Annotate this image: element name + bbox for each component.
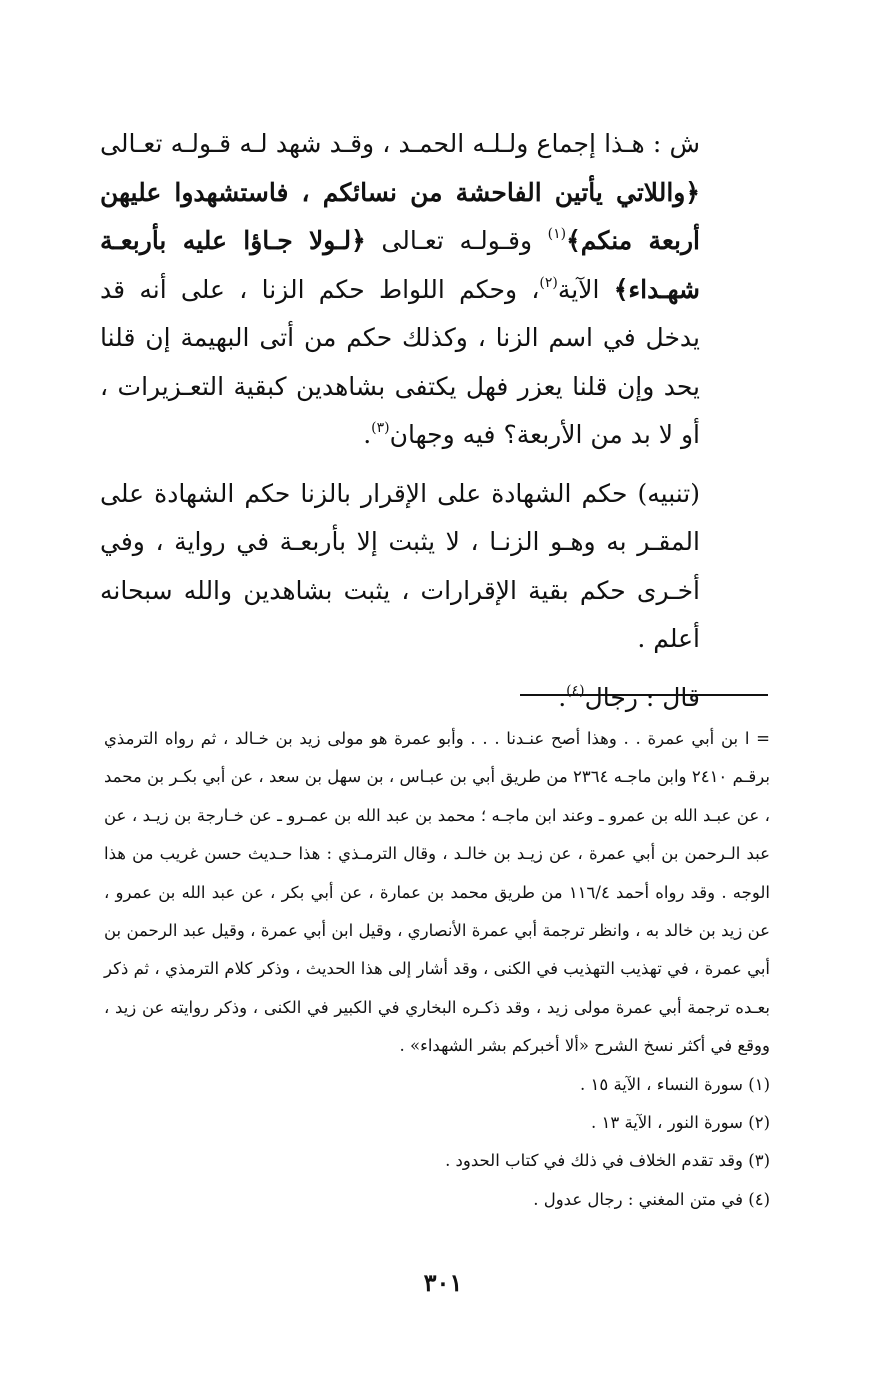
footnotes <box>104 720 770 1219</box>
footnote-4: (٤) في متن المغني : رجال عدول . <box>533 1189 770 1209</box>
commentary-opening: ش : هـذا إجماع ولـلـه الحمـد ، وقـد شهد لـه قـولـه تعـالى <box>100 129 700 158</box>
page-number: ٣٠١ <box>423 1268 463 1297</box>
footnote-divider <box>520 694 768 696</box>
quran-verse-nisa: ﴿واللاتي يأتين الفاحشة من نسائكم ، فاستشهدوا عليهن أربعة منكم﴾ <box>100 177 700 255</box>
footnote-continuation: = ا بن أبي عمرة . . وهذا أصح عنـدنا . . . وأبو عمرة هو مولى زيد بن خـالد ، ثم رواه الترمذي برقـم ٢٤١٠ وابن ماجـه ٢٣٦٤ من طريق أبي بن عبـاس ، بن سهل بن سعد ، عن أبي بكـر بن محمد ، عن عبـد الله بن عمرو ـ وعند ابن ماجـه ؛ محمد بن عبد الله بن عمـرو ـ عن خـارجة بن زيـد ، عن عبد الـرحمن بن أبي عمرة ، عن زيـد بن خالـد ، وقال الترمـذي : هذا حـديث حسن غريب من هذا الوجه . وقد رواه أحمد ١١٦/٤ من طريق محمد بن عمارة ، عن أبي بكر ، عن عبد الله بن عمرو ، عن زيد بن خالد به ، وانظر ترجمة أبي عمرة الأنصاري ، وقيل ابن أبي عمرة ، وقيل عبد الرحمن بن أبي عمرة ، في تهذيب التهذيب في الكنى ، وقد أشار إلى هذا الحديث ، وذكر كلام الترمذي ، ثم ذكر بعـده ترجمة أبي عمرة مولى زيد ، وقد ذكـره البخاري في الكبير في الكنى ، وذكر روايته عن زيد ، ووقع في أكثر نسخ الشرح «ألا أخبركم بشر الشهداء» . <box>104 729 771 1056</box>
main-text <box>100 120 700 722</box>
footnote-1: (١) سورة النساء ، الآية ١٥ . <box>579 1074 770 1094</box>
footnote-3: (٣) وقد تقدم الخلاف في ذلك في كتاب الحدود . <box>445 1151 770 1171</box>
quran-verse-nur: ﴿لـولا جـاؤا عليه بأربعـة شهـداء﴾ <box>100 226 700 304</box>
footnote-ref-3: (٣) <box>371 420 390 436</box>
paragraph-note: (تنبيه) حكم الشهادة على الإقرار بالزنا حكم الشهادة على المقـر به وهـو الزنـا ، لا يثبت إلا بأربعـة في رواية ، وفي أخـرى حكم بقية الإقرارات ، يثبت بشاهدين والله سبحانه أعلم . <box>100 478 700 653</box>
footnote-ref-4: (٤) <box>566 682 585 699</box>
paragraph-commentary: ش : هـذا إجماع ولـلـه الحمـد ، وقـد شهد لـه قـولـه تعـالى ﴿واللاتي يأتين الفاحشة من نسائكم ، فاستشهدوا عليهن أربعة منكم﴾$^{(١)}$ وقـولـه تعـالى ﴿لـولا جـاؤا عليه بأربعـة شهـداء﴾ الآية$^{(٢)}$، وحكم اللواط حكم الزنا ، على أنه قد يدخل في اسم الزنا ، وكذلك حكم من أتى البهيمة إن قلنا يحد وإن قلنا يعزر فهل يكتفى بشاهدين كبقية التعـزيرات ، أو لا بد من الأربعة؟ فيه وجهان$^{(٣)}$. <box>100 129 700 449</box>
paragraph-qala: قال : رجال$^{(٤)}$. <box>558 682 700 712</box>
footnote-ref-2: (٢) <box>539 274 558 291</box>
footnote-2: (٢) سورة النور ، الآية ١٣ . <box>590 1113 770 1133</box>
footnote-ref-1: (١) <box>547 226 567 242</box>
